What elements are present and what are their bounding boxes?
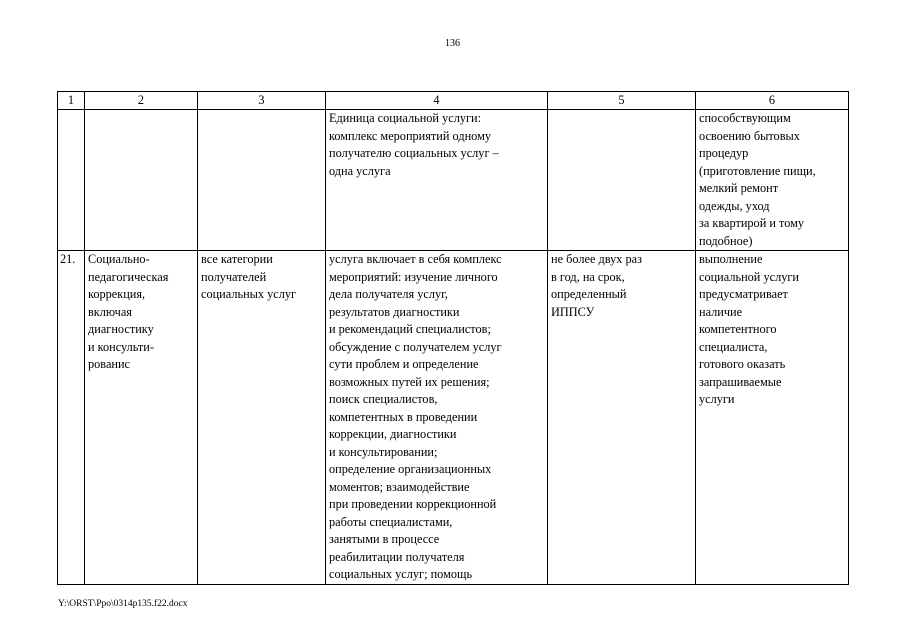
column-number-6: 6 xyxy=(696,92,849,110)
column-number-3: 3 xyxy=(198,92,326,110)
column-number-1: 1 xyxy=(58,92,85,110)
table-header-row xyxy=(58,92,849,110)
table-row-21 xyxy=(58,251,849,585)
cell-recipients: все категории получателей социальных услуг xyxy=(198,251,326,585)
table-row-continued xyxy=(58,110,849,251)
column-number-5: 5 xyxy=(548,92,696,110)
cell-description: услуга включает в себя комплекс мероприятий: изучение личного дела получателя услуг, результатов диагностики и рекомендаций специалистов; обсуждение с получателем услуг сути проблем и определение возможных путей их решения; поиск специалистов, компетентных в проведении коррекции, диагностики и консультировании; определение организационных моментов; взаимодействие при проведении коррекционной работы специалистами, занятыми в процессе реабилитации получателя социальных услуг; помощь xyxy=(326,251,548,585)
column-number-2: 2 xyxy=(85,92,198,110)
cell-index xyxy=(58,110,85,251)
cell-description: Единица социальной услуги: комплекс мероприятий одному получателю социальных услуг – одна услуга xyxy=(326,110,548,251)
cell-frequency xyxy=(548,110,696,251)
cell-service-name: Социально- педагогическая коррекция, включая диагностику и консульти- рованис xyxy=(85,251,198,585)
cell-recipients xyxy=(198,110,326,251)
cell-service-name xyxy=(85,110,198,251)
file-path-footer: Y:\ORST\Ppo\0314p135.f22.docx xyxy=(58,599,188,609)
services-table xyxy=(57,91,849,585)
cell-frequency: не более двух раз в год, на срок, определенный ИППСУ xyxy=(548,251,696,585)
page-number: 136 xyxy=(445,38,460,49)
cell-conditions: выполнение социальной услуги предусматривает наличие компетентного специалиста, готового оказать запрашиваемые услуги xyxy=(696,251,849,585)
cell-conditions: способствующим освоению бытовых процедур (приготовление пищи, мелкий ремонт одежды, уход за квартирой и тому подобное) xyxy=(696,110,849,251)
column-number-4: 4 xyxy=(326,92,548,110)
cell-index: 21. xyxy=(58,251,85,585)
